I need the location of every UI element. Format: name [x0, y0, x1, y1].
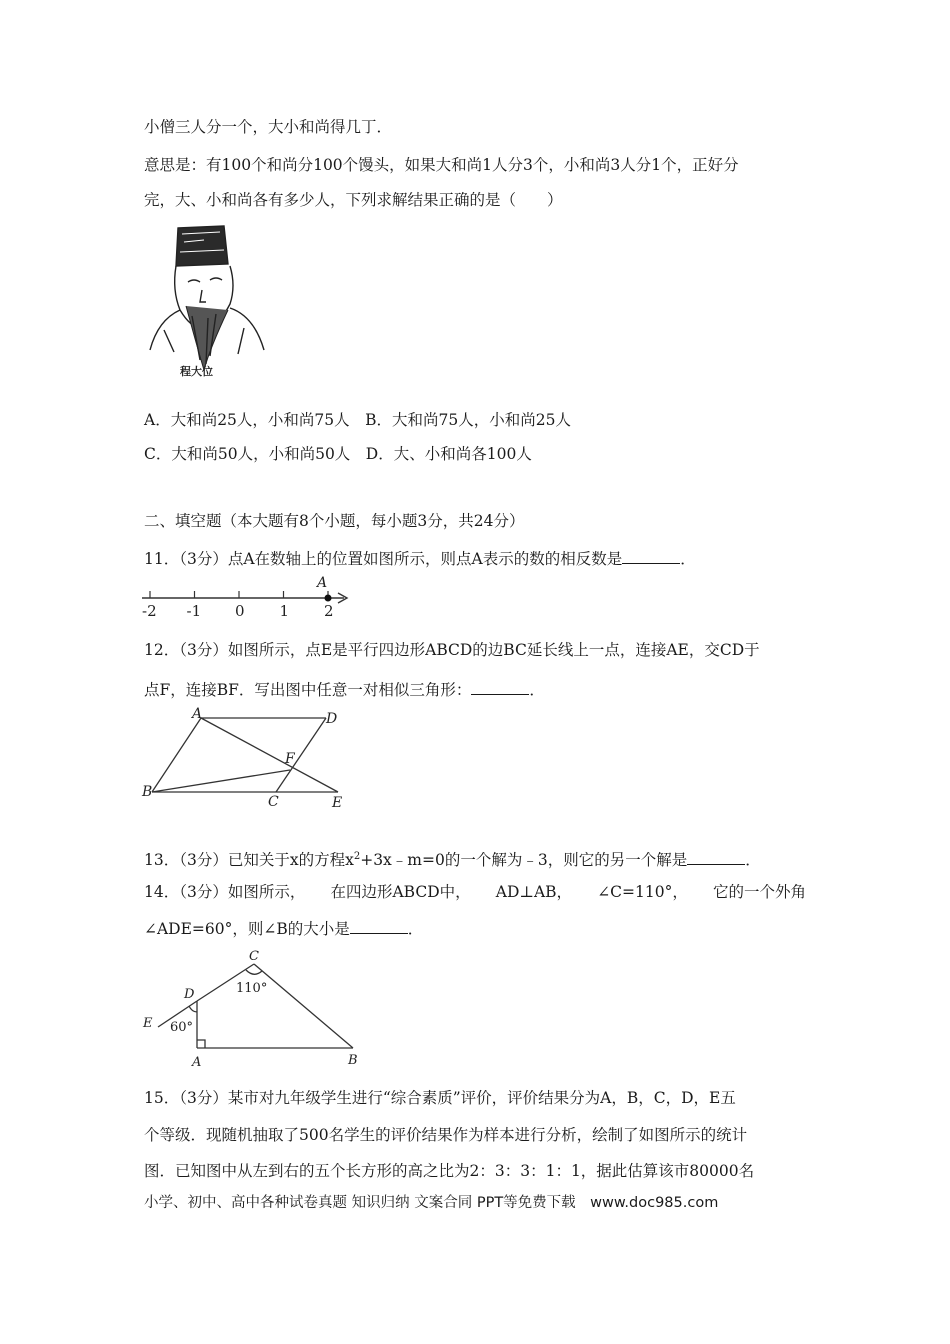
q13-text: [144, 847, 761, 870]
label-b: B: [142, 784, 153, 800]
segment-bf: [152, 770, 290, 792]
angle-c-label: 110°: [236, 981, 268, 996]
number-line-tick-label: 0: [235, 602, 245, 620]
q14-period: ．: [407, 920, 424, 938]
label-a: A: [192, 1055, 202, 1069]
parallelogram-figure: [140, 704, 355, 814]
q12-answer-blank[interactable]: [471, 679, 529, 695]
label-c: C: [249, 949, 259, 964]
label-e: E: [143, 1016, 153, 1031]
q11-question: 11．（3分）点A在数轴上的位置如图所示，则点A表示的数的相反数是: [144, 550, 623, 568]
q14-line-1-segment: AD⊥AB，: [495, 883, 573, 901]
number-line-tick-label: 1: [279, 602, 290, 620]
point-a-label: A: [317, 575, 328, 591]
label-b: B: [348, 1053, 358, 1068]
angle-d-arc: [189, 1006, 197, 1012]
label-d: D: [184, 987, 195, 1002]
q12-line-1: 12．（3分）如图所示，点E是平行四边形ABCD的边BC延长线上一点，连接AE，交CD于: [144, 641, 760, 659]
segment-ab: [152, 718, 201, 792]
point-a-marker: [325, 595, 332, 602]
option-row-2: C．大和尚50人，小和尚50人 D．大、小和尚各100人: [144, 445, 532, 463]
label-a: A: [192, 706, 203, 722]
number-line-figure: [140, 574, 355, 620]
segment-cb: [254, 964, 353, 1048]
label-d: D: [326, 711, 338, 727]
q11-answer-blank[interactable]: [622, 548, 680, 564]
text-line-2: 意思是：有100个和尚分100个馒头，如果大和尚1人分3个，小和尚3人分1个，正好分: [144, 156, 739, 174]
q14-line-1-segment: 14．（3分）如图所示，: [144, 883, 306, 901]
portrait-caption: 程大位: [180, 365, 213, 378]
number-line-tick-label: -1: [186, 602, 202, 620]
q14-line-1: [144, 882, 806, 902]
q12-line-2: [144, 679, 545, 700]
q11-period: ．: [680, 550, 696, 568]
q13-answer-blank[interactable]: [687, 849, 745, 865]
angle-c-arc: [246, 970, 262, 974]
q12-question: 点F，连接BF．写出图中任意一对相似三角形：: [144, 681, 472, 699]
q14-line-2: [144, 918, 423, 939]
q13-exponent: 2: [353, 851, 361, 862]
right-angle-mark: [197, 1040, 205, 1048]
label-c: C: [268, 794, 279, 810]
number-line-tick-label: 2: [324, 602, 334, 620]
q14-line-1-segment: 它的一个外角: [712, 883, 806, 901]
angle-d-label: 60°: [170, 1020, 194, 1035]
text-line-3: 完，大、小和尚各有多少人，下列求解结果正确的是（ ）: [144, 191, 563, 209]
q11-text: [144, 548, 696, 569]
number-line-tick-label: -2: [142, 602, 157, 620]
text-line-1: 小僧三人分一个，大小和尚得几丁．: [144, 118, 393, 136]
portrait-image: [144, 220, 270, 382]
q13-period: ．: [745, 851, 761, 870]
label-f: F: [285, 751, 295, 767]
q15-line-1: 15．（3分）某市对九年级学生进行“综合素质”评价，评价结果分为A，B，C，D，E五: [144, 1089, 736, 1107]
q13-question-pre: 13．（3分）已知关于x的方程x: [144, 851, 354, 870]
option-row-1: A．大和尚25人，小和尚75人 B．大和尚75人，小和尚25人: [144, 411, 571, 429]
footer-banner[interactable]: 小学、初中、高中各种试卷真题 知识归纳 文案合同 PPT等免费下载 www.doc985.com: [144, 1195, 719, 1211]
q12-period: ．: [529, 681, 545, 699]
label-e: E: [332, 795, 343, 811]
q13-question-post: +3x﹣m=0的一个解为﹣3，则它的另一个解是: [360, 851, 688, 870]
quadrilateral-figure: [140, 944, 370, 1069]
section-2-title: 二、填空题（本大题有8个小题，每小题3分，共24分）: [144, 512, 525, 530]
q14-line-1-segment: 在四边形ABCD中，: [330, 883, 471, 901]
q15-line-3: 图．已知图中从左到右的五个长方形的高之比为2：3：3：1：1，据此估算该市80000名: [144, 1162, 755, 1180]
q14-answer-blank[interactable]: [350, 918, 408, 934]
q14-question: ∠ADE=60°，则∠B的大小是: [144, 920, 350, 938]
q14-line-1-segment: ∠C=110°，: [597, 883, 688, 901]
q15-line-2: 个等级．现随机抽取了500名学生的评价结果作为样本进行分析，绘制了如图所示的统计: [144, 1126, 748, 1144]
